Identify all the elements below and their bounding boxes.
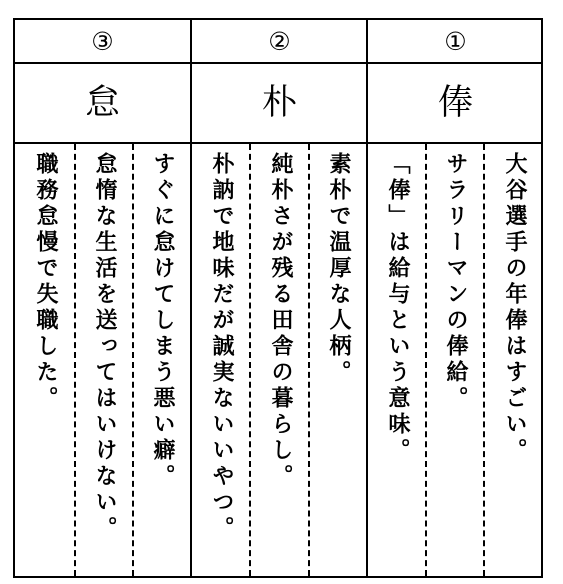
column-number-3: ③	[91, 27, 114, 56]
example-sentence: 朴訥で地味だが誠実ないいやつ。	[209, 152, 235, 542]
example-sentence: 「俸」は給与という意味。	[385, 152, 411, 464]
kanji-heading-2: 朴	[261, 83, 297, 123]
column-number-2: ②	[268, 27, 291, 56]
kanji-heading-3: 怠	[84, 83, 120, 123]
dashed-divider	[308, 144, 310, 576]
example-sentence: 怠惰な生活を送ってはいけない。	[92, 152, 118, 542]
kanji-worksheet	[13, 18, 543, 578]
kanji-heading-1: 俸	[437, 83, 473, 123]
example-sentence: 職務怠慢で失職した。	[33, 152, 59, 412]
dashed-divider	[74, 144, 76, 576]
dashed-divider	[425, 144, 427, 576]
kanji-row-divider	[15, 142, 541, 144]
dashed-divider	[132, 144, 134, 576]
example-sentence: サラリーマンの俸給。	[443, 152, 469, 412]
dashed-divider	[249, 144, 251, 576]
example-sentence: 大谷選手の年俸はすごい。	[502, 152, 528, 464]
example-sentence: すぐに怠けてしまう悪い癖。	[150, 152, 176, 490]
example-sentence: 純朴さが残る田舎の暮らし。	[268, 152, 294, 490]
column-number-1: ①	[444, 27, 467, 56]
example-sentence: 素朴で温厚な人柄。	[326, 152, 352, 386]
dashed-divider	[483, 144, 485, 576]
